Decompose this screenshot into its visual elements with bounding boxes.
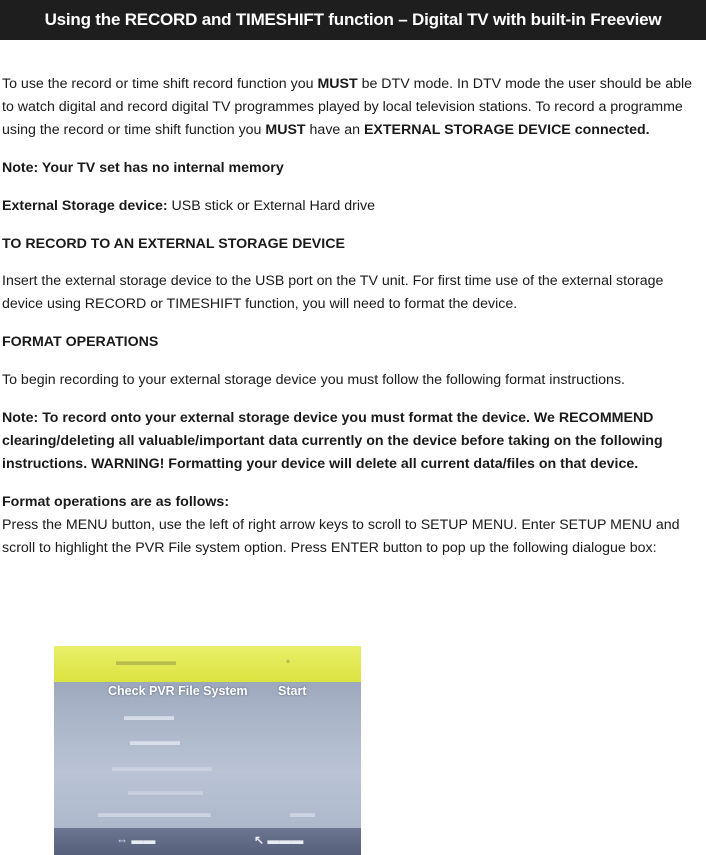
blurred-row-5-value: ▬▬ <box>290 806 315 820</box>
intro-text-2: be DTV mode. In DTV mode the user should be able to watch digital and record digital TV programmes played by local television stations. To record a programme using the record or time shift function you <box>2 76 693 139</box>
storage-line <box>2 195 704 218</box>
settings-icon: ↖ ▬▬▬ <box>254 833 304 847</box>
blurred-row-5: ▬▬▬▬▬▬▬▬▬ <box>98 806 211 820</box>
storage-label: External Storage device: <box>2 197 168 214</box>
intro-text-3: have an <box>305 122 364 139</box>
external-device-emphasis: EXTERNAL STORAGE DEVICE connected. <box>363 122 650 139</box>
insert-paragraph: Insert the external storage device to the USB port on the TV unit. For first time use of the external storage device using RECORD or TIMESHIFT function, you will need to format the device. <box>2 273 664 313</box>
page-title: Using the RECORD and TIMESHIFT function – Digital TV with built-in Freeview <box>44 10 662 29</box>
highlight-bar <box>54 646 361 682</box>
must-emphasis-1: MUST <box>317 76 358 92</box>
must-emphasis-2: MUST <box>265 122 306 139</box>
arrow-icon: ⇔ ▬▬ <box>116 833 156 847</box>
note-memory: Note: Your TV set has no internal memory <box>2 160 284 177</box>
check-pvr-row: Check PVR File System <box>108 684 248 698</box>
blurred-menu-value: ▪ <box>286 654 291 668</box>
blurred-menu-label: ▬▬▬▬▬ <box>116 654 176 668</box>
format-heading: FORMAT OPERATIONS <box>2 334 159 351</box>
menu-footer <box>54 828 361 855</box>
storage-value: USB stick or External Hard drive <box>167 197 375 214</box>
record-heading: TO RECORD TO AN EXTERNAL STORAGE DEVICE <box>2 235 345 252</box>
check-pvr-value: Start <box>278 684 307 698</box>
blurred-row-4: ▬▬▬▬▬▬ <box>128 784 203 798</box>
note-format: Note: To record onto your external storage device you must format the device. We RECOMMEND clearing/deleting all valuable/important data currently on the device before taking on the following instructions. WARNING! Formatting your device will delete all current data/files on that device. <box>2 409 663 472</box>
tv-menu-photo <box>54 646 361 855</box>
ops-heading: Format operations are as follows: <box>2 493 230 510</box>
blurred-row-2: ▬▬▬▬ <box>130 734 180 748</box>
format-intro: To begin recording to your external storage device you must follow the following format instructions. <box>2 371 625 388</box>
page-header <box>0 0 706 40</box>
blurred-row-1: ▬▬▬▬ <box>124 709 174 723</box>
intro-paragraph <box>2 73 704 143</box>
ops-paragraph: Press the MENU button, use the left of right arrow keys to scroll to SETUP MENU. Enter SETUP MENU and scroll to highlight the PVR File system option. Press ENTER button to pop up the following dialogue box: <box>2 516 680 557</box>
document-body <box>2 73 704 575</box>
intro-text-1: To use the record or time shift record function you <box>2 76 318 92</box>
blurred-row-3: ▬▬▬▬▬▬▬▬ <box>112 760 212 774</box>
